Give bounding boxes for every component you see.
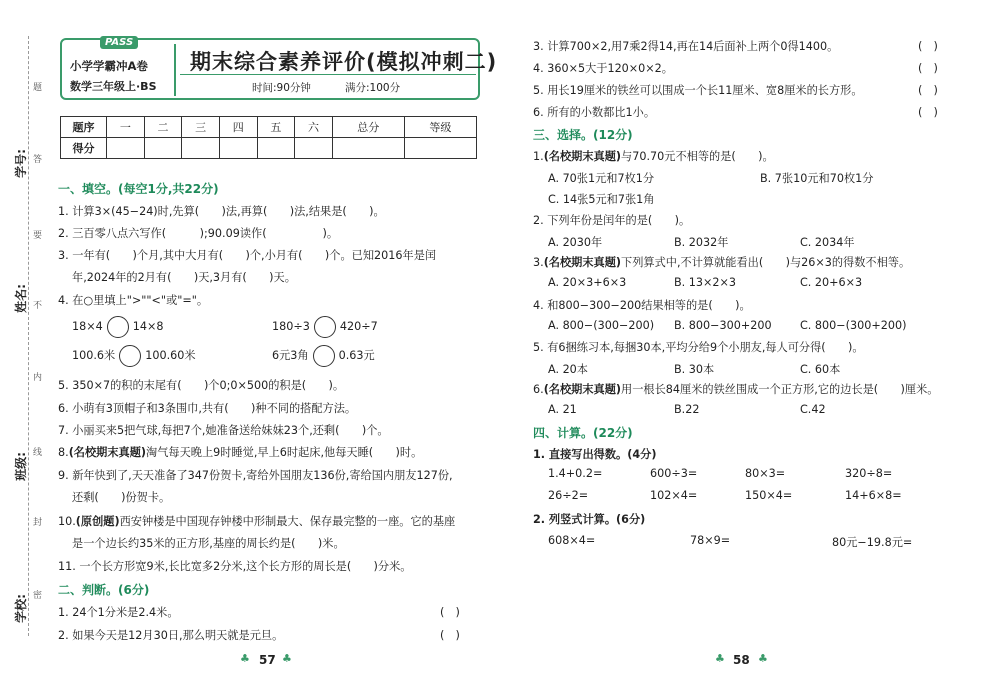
- compare-circle[interactable]: [314, 316, 336, 338]
- score-cell[interactable]: [107, 138, 145, 159]
- choice-option[interactable]: B. 800−300+200: [674, 319, 772, 332]
- choice-option[interactable]: B. 2032年: [674, 236, 729, 249]
- calc-item: 600÷3=: [650, 467, 698, 480]
- exam-header: [60, 37, 498, 100]
- choice-option[interactable]: C. 800−(300+200): [800, 319, 907, 332]
- choice-option[interactable]: B. 13×2×3: [674, 276, 737, 289]
- question-text: 用一根长84厘米的铁丝围成一个正方形,它的边长是( )厘米。: [621, 383, 939, 396]
- question-text: 淘气每天晚上9时睡觉,早上6时起床,他每天睡( )时。: [146, 446, 423, 459]
- question-cont: 年,2024年的2月有( )天,3月有( )天。: [72, 271, 296, 284]
- student-id-label: 学号:: [13, 149, 28, 178]
- compare-right: 0.63元: [338, 349, 375, 362]
- compare-circle[interactable]: [313, 345, 335, 367]
- tree-icon: ♣: [758, 652, 768, 665]
- table-row: [61, 117, 477, 138]
- question-tag: (名校期末真题): [543, 383, 622, 396]
- question-tag: (名校期末真题): [543, 150, 622, 163]
- compare-right: 14×8: [132, 320, 164, 333]
- page-number: 58: [733, 653, 750, 667]
- question: 7. 小丽买来5把气球,每把7个,她准备送给妹妹23个,还剩( )个。: [58, 424, 389, 437]
- judge-question: 2. 如果今天是12月30日,那么明天就是元旦。: [58, 629, 284, 642]
- tree-icon: ♣: [715, 652, 725, 665]
- seal-char: 答: [33, 155, 43, 165]
- student-name-label: 姓名:: [13, 284, 28, 313]
- compare-left: 100.6米: [72, 349, 116, 362]
- exam-time: 时间:90分钟: [252, 82, 311, 94]
- sub-heading: 2. 列竖式计算。(6分): [533, 513, 646, 526]
- question-text: 与70.70元不相等的是( )。: [621, 150, 774, 163]
- compare-item: [72, 316, 163, 338]
- choice-option[interactable]: C. 20+6×3: [800, 276, 863, 289]
- seal-char: 线: [33, 448, 43, 458]
- score-cell[interactable]: [219, 138, 257, 159]
- compare-right: 100.60米: [145, 349, 196, 362]
- header-divider: [174, 44, 176, 96]
- seal-char: 题: [33, 83, 43, 93]
- table-header: 三: [182, 117, 220, 138]
- calc-item: 26÷2=: [548, 489, 589, 502]
- choice-question: 4. 和800−300−200结果相等的是( )。: [533, 299, 751, 312]
- page-title: 期末综合素养评价(模拟冲刺二): [190, 50, 498, 74]
- question-tag: (名校期末真题): [68, 446, 147, 459]
- question-number: 1.: [533, 150, 544, 163]
- calc-item: 320÷8=: [845, 467, 893, 480]
- subject-label: 数学三年级上·BS: [70, 80, 157, 93]
- choice-question: [533, 148, 774, 164]
- brand-logo: PASS: [100, 36, 138, 49]
- score-cell[interactable]: [332, 138, 404, 159]
- question: 11. 一个长方形宽9米,长比宽多2分米,这个长方形的周长是( )分米。: [58, 560, 412, 573]
- question-text: 西安钟楼是中国现存钟楼中形制最大、保存最完整的一座。它的基座: [119, 515, 456, 528]
- tree-icon: ♣: [240, 652, 250, 665]
- table-header: 总分: [332, 117, 404, 138]
- seal-char: 要: [33, 231, 43, 241]
- section-heading: 三、选择。(12分): [533, 128, 633, 142]
- judge-question: 1. 24个1分米是2.4米。: [58, 606, 179, 619]
- table-header: 四: [219, 117, 257, 138]
- table-header: 二: [144, 117, 182, 138]
- question: 5. 350×7的积的末尾有( )个0;0×500的积是( )。: [58, 379, 345, 392]
- question: 9. 新年快到了,天天准备了347份贺卡,寄给外国朋友136份,寄给国内朋友127份,: [58, 469, 453, 482]
- judge-question: 4. 360×5大于120×0×2。: [533, 62, 673, 75]
- seal-char: 不: [33, 301, 43, 311]
- choice-option[interactable]: B. 30本: [674, 363, 715, 376]
- judge-question: 6. 所有的小数都比1小。: [533, 106, 656, 119]
- compare-left: 180÷3: [272, 320, 310, 333]
- compare-circle[interactable]: [107, 316, 129, 338]
- table-row: [61, 138, 477, 159]
- question: 2. 三百零八点六写作( );90.09读作( )。: [58, 227, 339, 240]
- answer-paren[interactable]: ( ): [918, 40, 938, 53]
- compare-item: [272, 316, 378, 338]
- choice-option[interactable]: A. 800−(300−200): [548, 319, 655, 332]
- choice-option[interactable]: C.42: [800, 403, 826, 416]
- question: 3. 一年有( )个月,其中大月有( )个,小月有( )个。已知2016年是闰: [58, 249, 437, 262]
- question: 1. 计算3×(45−24)时,先算( )法,再算( )法,结果是( )。: [58, 205, 385, 218]
- seal-line: [28, 36, 29, 636]
- calc-item: 102×4=: [650, 489, 698, 502]
- score-cell[interactable]: [182, 138, 220, 159]
- choice-option[interactable]: C. 14张5元和7张1角: [548, 193, 655, 206]
- score-cell[interactable]: [404, 138, 476, 159]
- section-heading: 一、填空。(每空1分,共22分): [58, 182, 219, 196]
- choice-option[interactable]: C. 2034年: [800, 236, 855, 249]
- table-header: 六: [295, 117, 333, 138]
- compare-right: 420÷7: [339, 320, 378, 333]
- answer-paren[interactable]: ( ): [918, 62, 938, 75]
- compare-item: [72, 345, 196, 367]
- question-text: 下列算式中,不计算就能看出( )与26×3的得数不相等。: [621, 256, 911, 269]
- score-row-label: 得分: [61, 138, 107, 159]
- title-underline: [180, 74, 476, 75]
- compare-circle[interactable]: [119, 345, 141, 367]
- section-heading: 二、判断。(6分): [58, 583, 150, 597]
- calc-item: 150×4=: [745, 489, 793, 502]
- series-name: 小学学霸冲A卷: [70, 59, 148, 73]
- compare-item: [272, 345, 375, 367]
- question-tag: (原创题): [75, 515, 120, 528]
- seal-char: 封: [33, 518, 43, 528]
- tree-icon: ♣: [282, 652, 292, 665]
- calc-item: 608×4=: [548, 534, 596, 547]
- judge-question: 5. 用长19厘米的铁丝可以围成一个长11厘米、宽8厘米的长方形。: [533, 84, 863, 97]
- compare-left: 18×4: [72, 320, 103, 333]
- class-label: 班级:: [13, 452, 28, 481]
- answer-paren[interactable]: ( ): [440, 629, 460, 642]
- answer-paren[interactable]: ( ): [918, 84, 938, 97]
- question-cont: 还剩( )份贺卡。: [72, 491, 171, 504]
- choice-option[interactable]: A. 20×3+6×3: [548, 276, 627, 289]
- score-cell[interactable]: [257, 138, 295, 159]
- score-table: [60, 116, 477, 159]
- question-number: 10.: [58, 515, 76, 528]
- page-number: 57: [259, 653, 276, 667]
- calc-item: 80×3=: [745, 467, 786, 480]
- choice-option[interactable]: C. 60本: [800, 363, 841, 376]
- compare-left: 6元3角: [272, 349, 309, 362]
- choice-option[interactable]: A. 20本: [548, 363, 588, 376]
- score-cell[interactable]: [144, 138, 182, 159]
- score-cell[interactable]: [295, 138, 333, 159]
- table-header: 等级: [404, 117, 476, 138]
- choice-question: 5. 有6捆练习本,每捆30本,平均分给9个小朋友,每人可分得( )。: [533, 341, 864, 354]
- choice-option[interactable]: B. 7张10元和70枚1分: [760, 172, 874, 185]
- choice-option[interactable]: A. 21: [548, 403, 577, 416]
- table-header: 五: [257, 117, 295, 138]
- choice-question: [533, 254, 910, 270]
- question-cont: 是一个边长约35米的正方形,基座的周长约是( )米。: [72, 537, 345, 550]
- calc-item: 80元−19.8元=: [832, 536, 913, 549]
- choice-question: [533, 381, 938, 397]
- question-number: 8.: [58, 446, 69, 459]
- question: [58, 444, 422, 460]
- calc-item: 14+6×8=: [845, 489, 902, 502]
- judge-question: 3. 计算700×2,用7乘2得14,再在14后面补上两个0得1400。: [533, 40, 839, 53]
- sub-heading: 1. 直接写出得数。(4分): [533, 448, 657, 461]
- answer-paren[interactable]: ( ): [440, 606, 460, 619]
- calc-item: 1.4+0.2=: [548, 467, 603, 480]
- table-header: 一: [107, 117, 145, 138]
- question-number: 6.: [533, 383, 544, 396]
- school-label: 学校:: [13, 594, 28, 623]
- question-tag: (名校期末真题): [543, 256, 622, 269]
- table-header: 题序: [61, 117, 107, 138]
- full-score: 满分:100分: [345, 82, 401, 94]
- calc-item: 78×9=: [690, 534, 731, 547]
- question: 4. 在○里填上">""<"或"="。: [58, 294, 209, 307]
- choice-option[interactable]: A. 70张1元和7枚1分: [548, 172, 655, 185]
- choice-option[interactable]: B.22: [674, 403, 700, 416]
- question: [58, 513, 455, 529]
- seal-char: 内: [33, 373, 43, 383]
- choice-option[interactable]: A. 2030年: [548, 236, 603, 249]
- seal-char: 密: [33, 591, 43, 601]
- question-number: 3.: [533, 256, 544, 269]
- question: 6. 小萌有3顶帽子和3条围巾,共有( )种不同的搭配方法。: [58, 402, 357, 415]
- section-heading: 四、计算。(22分): [533, 426, 633, 440]
- choice-question: 2. 下列年份是闰年的是( )。: [533, 214, 691, 227]
- answer-paren[interactable]: ( ): [918, 106, 938, 119]
